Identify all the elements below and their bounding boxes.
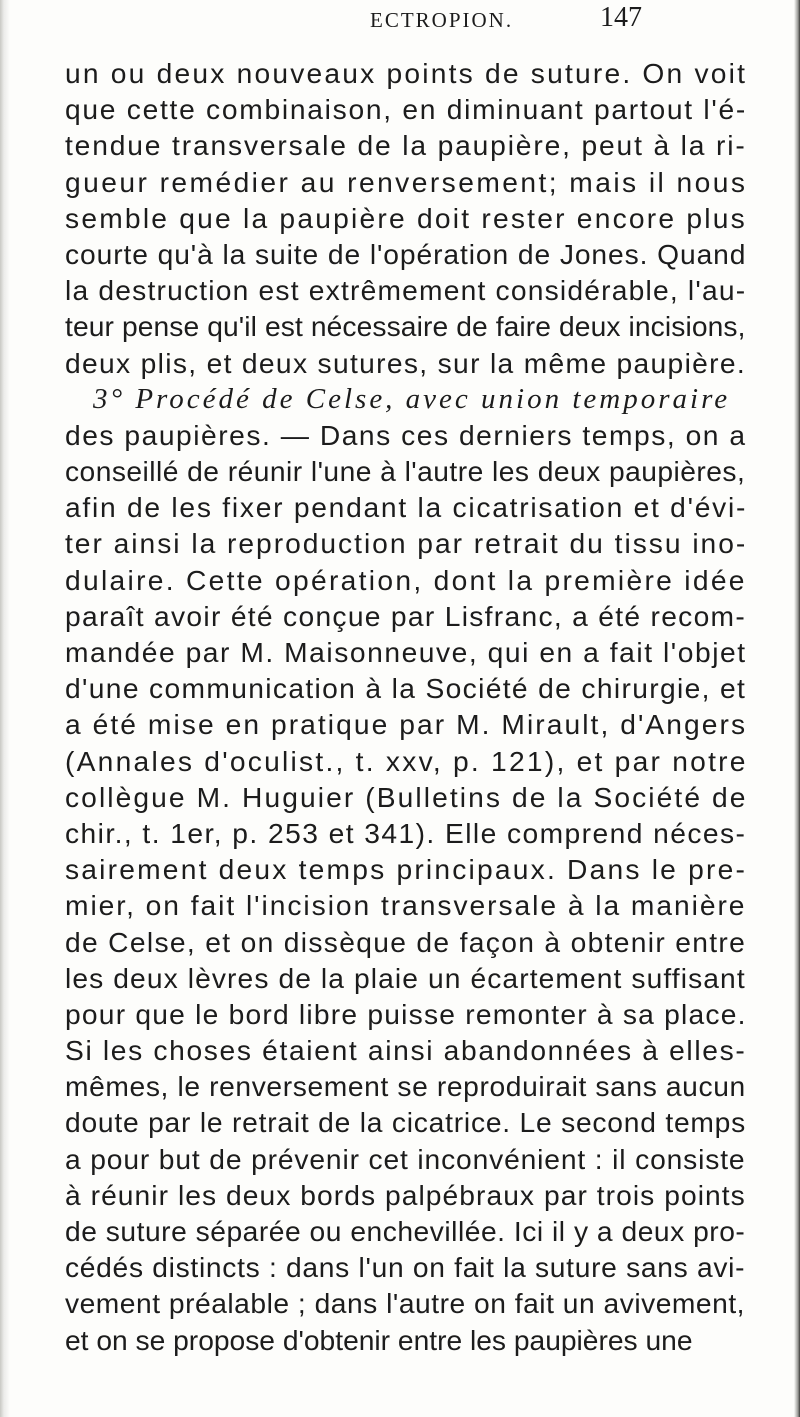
text-line: paraît avoir été conçue par Lisfranc, a été recom- bbox=[65, 599, 747, 632]
text-line: mandée par M. Maisonneuve, qui en a fait l'objet bbox=[65, 636, 747, 668]
text-line: mier, on fait l'incision transversale à la manière bbox=[65, 889, 747, 922]
text-line: collègue M. Huguier (Bulletins de la Société de bbox=[65, 780, 748, 813]
text-line: deux plis, et deux sutures, sur la même paupière. bbox=[65, 346, 747, 379]
text-line: et on se propose d'obtenir entre les paupières une bbox=[65, 1323, 693, 1356]
text-line: courte qu'à la suite de l'opération de Jones. Quand bbox=[65, 237, 747, 270]
text-line: mêmes, le renversement se reproduirait sans aucun bbox=[65, 1070, 746, 1103]
text-line: de suture séparée ou enchevillée. Ici il y a deux pro- bbox=[65, 1215, 746, 1247]
text-line: tendue transversale de la paupière, peut à la ri- bbox=[65, 129, 747, 162]
text-line: sairement deux temps principaux. Dans le pre- bbox=[65, 853, 748, 886]
running-title: ECTROPION. bbox=[370, 8, 514, 32]
text-line: Si les choses étaient ainsi abandonnées à elles- bbox=[65, 1034, 747, 1067]
text-line: que cette combinaison, en diminuant partout l'é- bbox=[65, 93, 747, 126]
text-line: conseillé de réunir l'une à l'autre les deux paupières, bbox=[65, 455, 746, 488]
text-line: des paupières. — Dans ces derniers temps, on a bbox=[65, 418, 747, 451]
text-line: vement préalable ; dans l'autre on fait un avivement, bbox=[65, 1287, 746, 1320]
text-line: ter ainsi la reproduction par retrait du tissu ino- bbox=[65, 527, 748, 560]
text-line: cédés distincts : dans l'un on fait la suture sans avi- bbox=[65, 1251, 746, 1284]
text-line: de Celse, et on dissèque de façon à obtenir entre bbox=[65, 925, 747, 958]
text-line: gueur remédier au renversement; mais il nous bbox=[65, 165, 748, 198]
text-line: la destruction est extrêmement considérable, l'au- bbox=[65, 274, 747, 307]
text-line: (Annales d'oculist., t. xxv, p. 121), et par notre bbox=[65, 744, 748, 777]
page-number: 147 bbox=[600, 2, 642, 33]
text-line: un ou deux nouveaux points de suture. On voit bbox=[65, 57, 748, 89]
text-line: a pour but de prévenir cet inconvénient : il consiste bbox=[65, 1142, 746, 1175]
running-header bbox=[240, 2, 642, 38]
text-line: à réunir les deux bords palpébraux par trois points bbox=[65, 1178, 746, 1211]
text-line-heading: 3° Procédé de Celse, avec union temporaire bbox=[93, 382, 731, 415]
page-edge-shadow bbox=[794, 0, 800, 1417]
text-line: chir., t. 1er, p. 253 et 341). Elle comprend néces- bbox=[65, 816, 747, 849]
text-line: dulaire. Cette opération, dont la première idée bbox=[65, 563, 747, 596]
text-line: teur pense qu'il est nécessaire de faire deux incisions, bbox=[65, 310, 746, 343]
text-line: afin de les fixer pendant la cicatrisation et d'évi- bbox=[65, 491, 748, 524]
text-line: doute par le retrait de la cicatrice. Le second temps bbox=[65, 1106, 747, 1139]
text-line: pour que le bord libre puisse remonter à sa place. bbox=[65, 997, 747, 1030]
text-line: les deux lèvres de la plaie un écartement suffisant bbox=[65, 961, 746, 994]
page-gutter-shadow bbox=[0, 0, 10, 1417]
text-line: semble que la paupière doit rester encore plus bbox=[65, 201, 747, 234]
body-text bbox=[65, 55, 748, 1358]
text-line: a été mise en pratique par M. Mirault, d'Angers bbox=[65, 708, 748, 741]
text-line: d'une communication à la Société de chirurgie, et bbox=[65, 672, 747, 705]
